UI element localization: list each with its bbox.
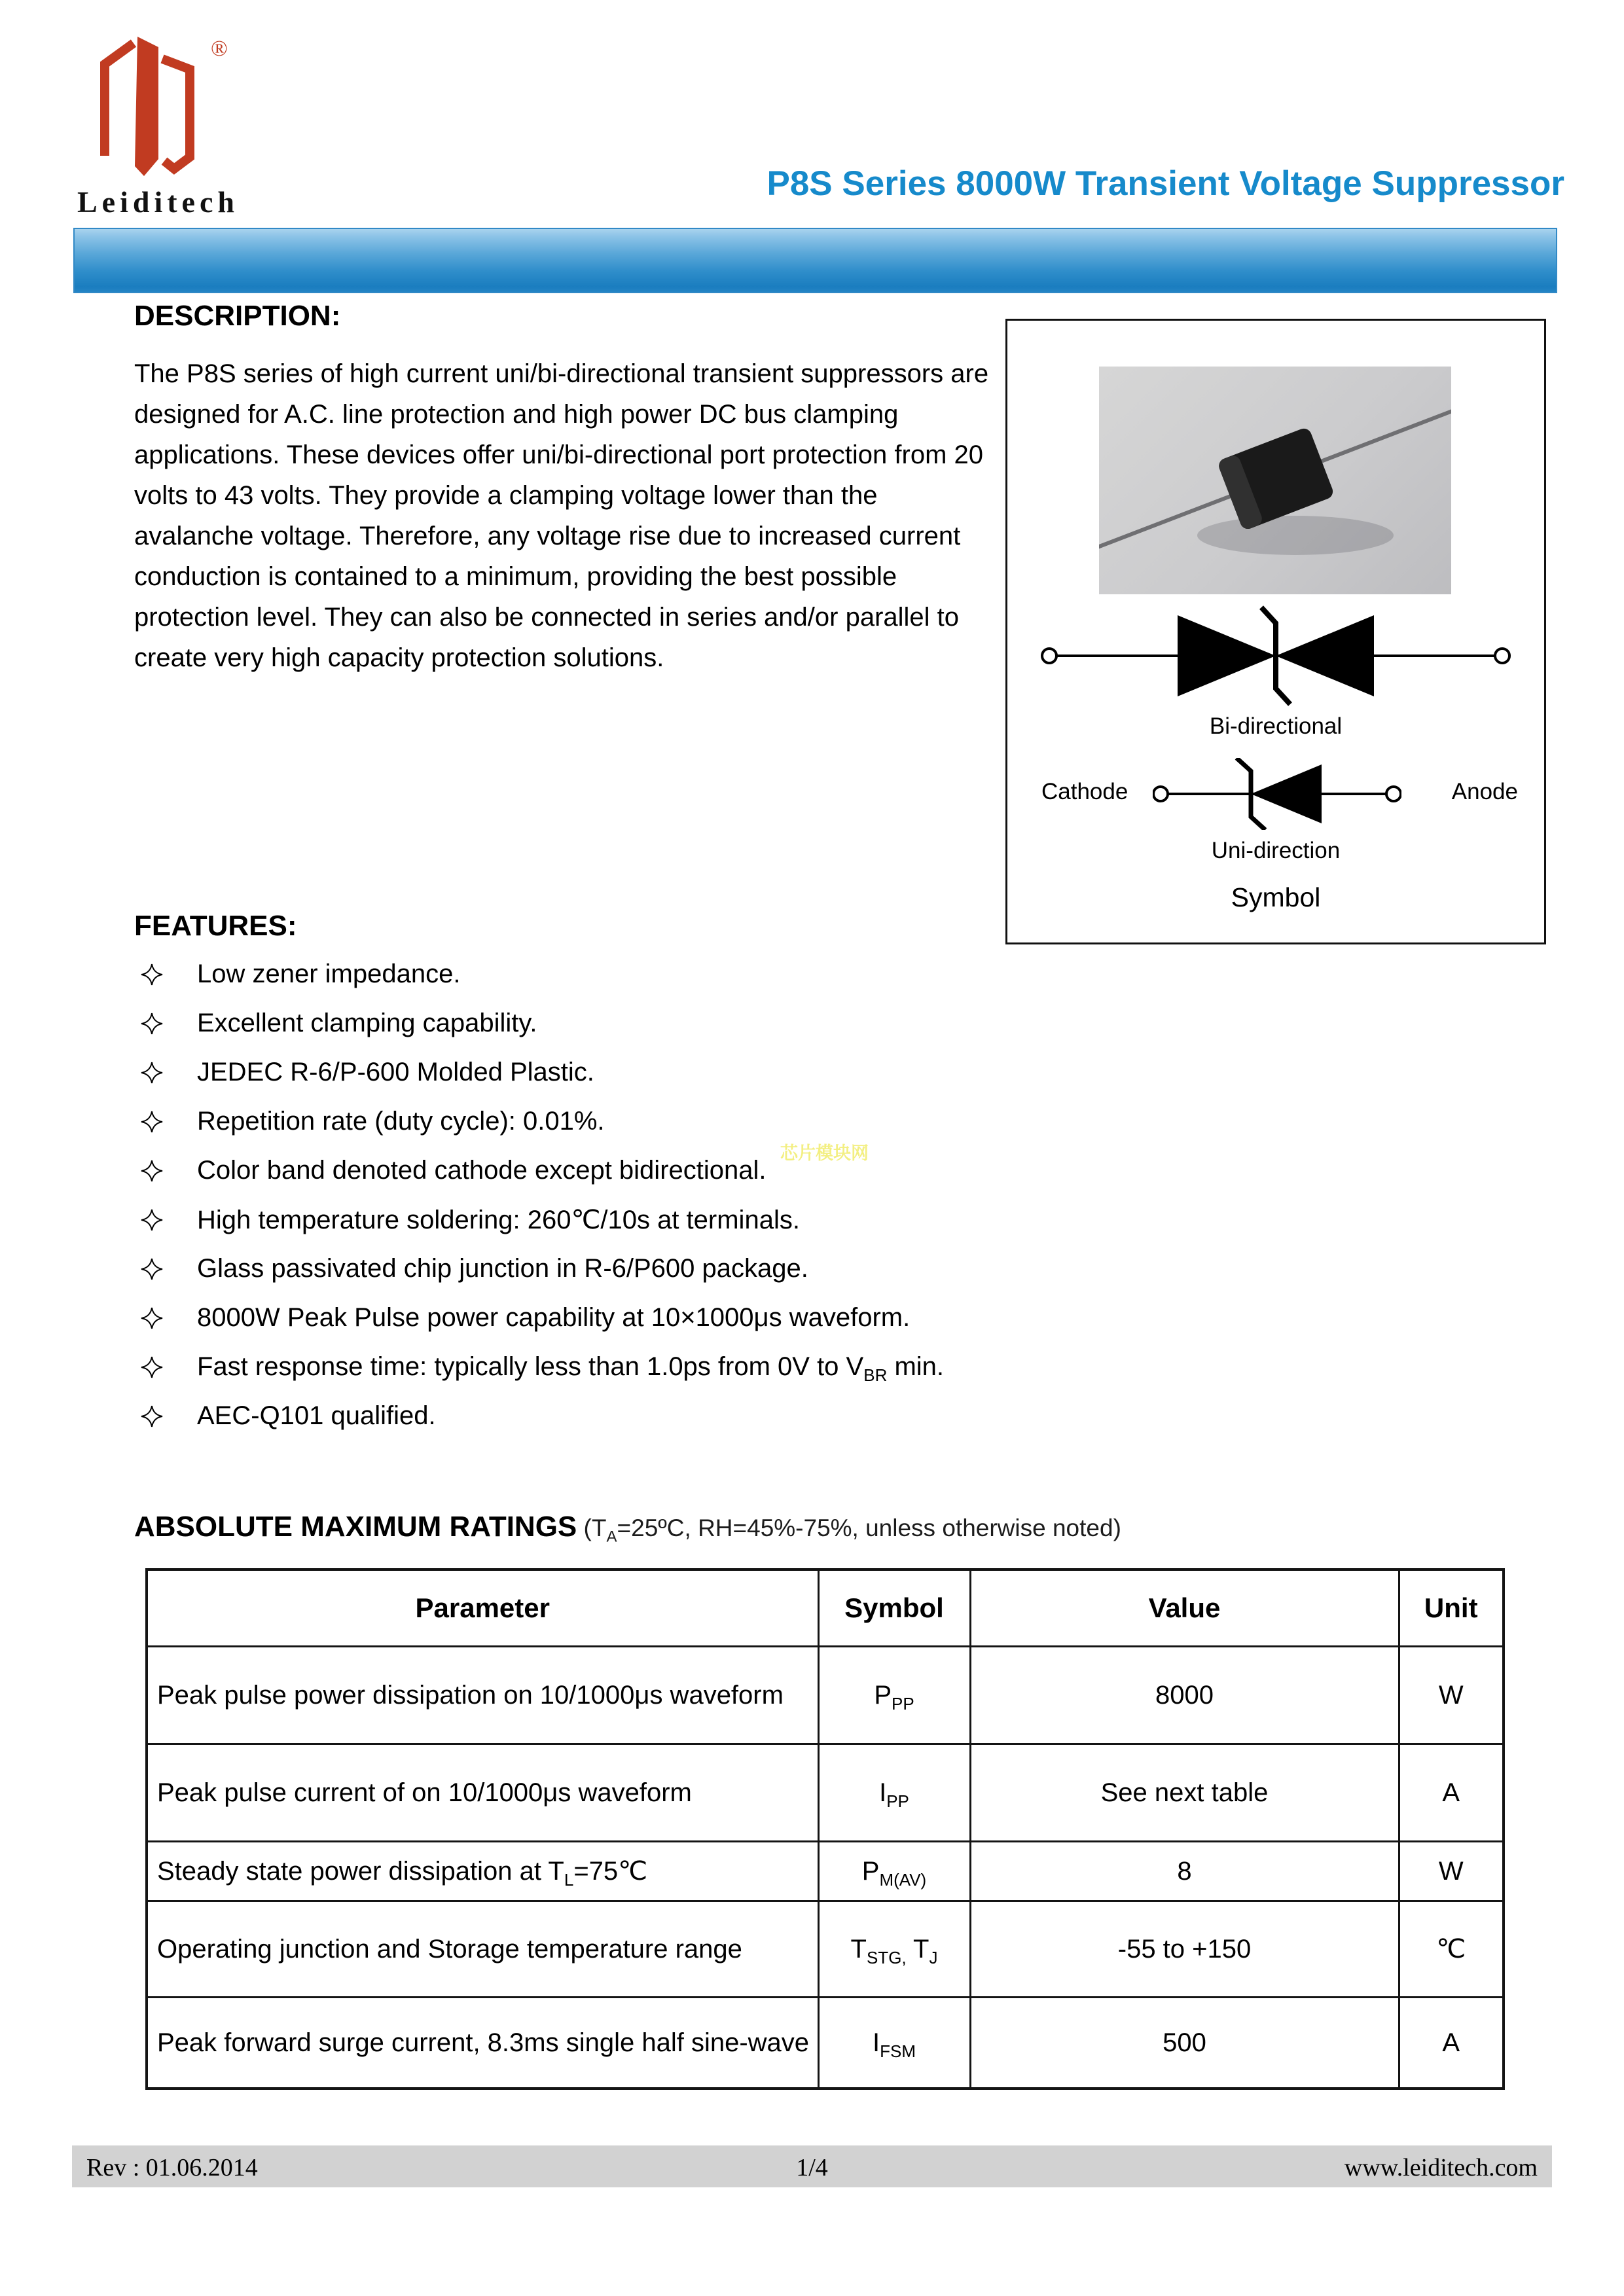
symbol-caption: Symbol: [1231, 882, 1321, 912]
feature-item: [141, 1304, 944, 1331]
column-header-unit: Unit: [1399, 1570, 1504, 1647]
logo-text: Leiditech: [77, 185, 239, 219]
unidirectional-symbol-row: [1007, 758, 1544, 830]
feature-item: [141, 1255, 944, 1282]
symbol-cell: $T_{STG,}$ $T_J$: [818, 1901, 970, 1998]
feature-text: Fast response time: typically less than 1.0ps from 0V to $V_{BR}$ min.: [197, 1352, 945, 1385]
feature-item: [141, 1010, 944, 1037]
feature-text: Color band denoted cathode except bidirectional.: [197, 1156, 767, 1185]
table-header-row: [147, 1570, 1504, 1647]
feature-item: [141, 1206, 944, 1233]
ratings-condition: ($T_A=25ºC$, RH=45%-75%, unless otherwise noted): [577, 1515, 1121, 1546]
symbol-box: [1005, 319, 1546, 944]
parameter-cell: Peak pulse current of on 10/1000μs waveform: [147, 1744, 818, 1842]
four-pointed-star-bullet-icon: [141, 1405, 163, 1427]
footer-page-number: 1/4: [796, 2154, 828, 2181]
table-row: [147, 1744, 1504, 1842]
unit-cell: W: [1399, 1842, 1504, 1901]
parameter-cell: Peak pulse power dissipation on 10/1000μs waveform: [147, 1647, 818, 1744]
ratings-heading: ABSOLUTE MAXIMUM RATINGS: [134, 1511, 577, 1543]
registered-trademark-icon: ®: [211, 37, 228, 61]
column-header-value: Value: [970, 1570, 1399, 1647]
symbol-cell: $P_{PP}$: [818, 1647, 970, 1744]
four-pointed-star-bullet-icon: [141, 1160, 163, 1182]
table-row: [147, 1647, 1504, 1744]
feature-item: [141, 961, 944, 988]
value-cell: 8000: [970, 1647, 1399, 1744]
four-pointed-star-bullet-icon: [141, 1013, 163, 1035]
unit-cell: A: [1399, 1998, 1504, 2089]
features-list: [141, 961, 944, 1452]
table-row: [147, 1901, 1504, 1998]
feature-item: [141, 1352, 945, 1385]
description-heading: DESCRIPTION:: [134, 300, 341, 332]
description-paragraph: The P8S series of high current uni/bi-directional transient suppressors are designed for A.C. line protection and high power DC bus clamping applications. These devices offer uni/bi-directional port protection from 20 volts to 43 volts. They provide a clamping voltage lower than the avalanche voltage. Therefore, any voltage rise due to increased current conduction is contained to a minimum, providing the best possible protection level. They can also be connected in series and/or parallel to create very high capacity protection solutions.: [134, 359, 989, 672]
feature-text: Repetition rate (duty cycle): 0.01%.: [197, 1107, 605, 1136]
column-header-parameter: Parameter: [147, 1570, 818, 1647]
table-row: [147, 1998, 1504, 2089]
header-banner: [73, 228, 1557, 293]
feature-text: 8000W Peak Pulse power capability at 10×1000μs waveform.: [197, 1303, 911, 1332]
ratings-heading-row: [134, 1511, 1121, 1546]
bidirectional-label: Bi-directional: [1209, 713, 1343, 739]
table-row: [147, 1842, 1504, 1901]
component-photo: [1099, 367, 1451, 594]
unit-cell: A: [1399, 1744, 1504, 1842]
four-pointed-star-bullet-icon: [141, 1209, 163, 1231]
four-pointed-star-bullet-icon: [141, 1062, 163, 1084]
symbol-cell: $I_{FSM}$: [818, 1998, 970, 2089]
watermark-text: 芯片模块网: [780, 1143, 869, 1163]
column-header-symbol: Symbol: [818, 1570, 970, 1647]
value-cell: -55 to +150: [970, 1901, 1399, 1998]
parameter-cell: Peak forward surge current, 8.3ms single half sine-wave: [147, 1998, 818, 2089]
cathode-label: Cathode: [1041, 779, 1128, 804]
footer-website: www.leiditech.com: [1344, 2154, 1538, 2181]
footer-revision: Rev : 01.06.2014: [86, 2154, 258, 2181]
feature-text: Glass passivated chip junction in R-6/P600 package.: [197, 1254, 808, 1283]
feature-text: Low zener impedance.: [197, 960, 461, 988]
four-pointed-star-bullet-icon: [141, 963, 163, 986]
feature-text: Excellent clamping capability.: [197, 1009, 537, 1037]
leiditech-logo-icon: [77, 33, 205, 182]
bidirectional-diode-symbol-icon: [1040, 601, 1511, 711]
feature-item: [141, 1108, 944, 1135]
value-cell: 8: [970, 1842, 1399, 1901]
unidirection-label: Uni-direction: [1211, 838, 1341, 863]
unit-cell: ℃: [1399, 1901, 1504, 1998]
symbol-cell: $I_{PP}$: [818, 1744, 970, 1842]
value-cell: 500: [970, 1998, 1399, 2089]
symbol-cell: $P_{M(AV)}$: [818, 1842, 970, 1901]
ratings-table: [145, 1568, 1505, 2090]
four-pointed-star-bullet-icon: [141, 1111, 163, 1133]
feature-text: AEC-Q101 qualified.: [197, 1401, 436, 1430]
feature-text: JEDEC R-6/P-600 Molded Plastic.: [197, 1058, 594, 1086]
feature-text: High temperature soldering: 260℃/10s at terminals.: [197, 1205, 800, 1234]
features-heading: FEATURES:: [134, 910, 297, 942]
anode-label: Anode: [1451, 779, 1518, 804]
feature-item: [141, 1403, 944, 1429]
four-pointed-star-bullet-icon: [141, 1307, 163, 1329]
parameter-cell: Steady state power dissipation at $T_L=75℃$: [147, 1842, 818, 1901]
unidirectional-diode-symbol-icon: [1153, 758, 1401, 830]
footer-bar: [72, 2145, 1552, 2187]
feature-item: [141, 1059, 944, 1086]
page-title: P8S Series 8000W Transient Voltage Suppressor: [767, 164, 1564, 203]
four-pointed-star-bullet-icon: [141, 1258, 163, 1280]
tvs-diode-photo-icon: [1099, 367, 1451, 594]
unit-cell: W: [1399, 1647, 1504, 1744]
parameter-cell: Operating junction and Storage temperature range: [147, 1901, 818, 1998]
four-pointed-star-bullet-icon: [141, 1356, 163, 1378]
value-cell: See next table: [970, 1744, 1399, 1842]
